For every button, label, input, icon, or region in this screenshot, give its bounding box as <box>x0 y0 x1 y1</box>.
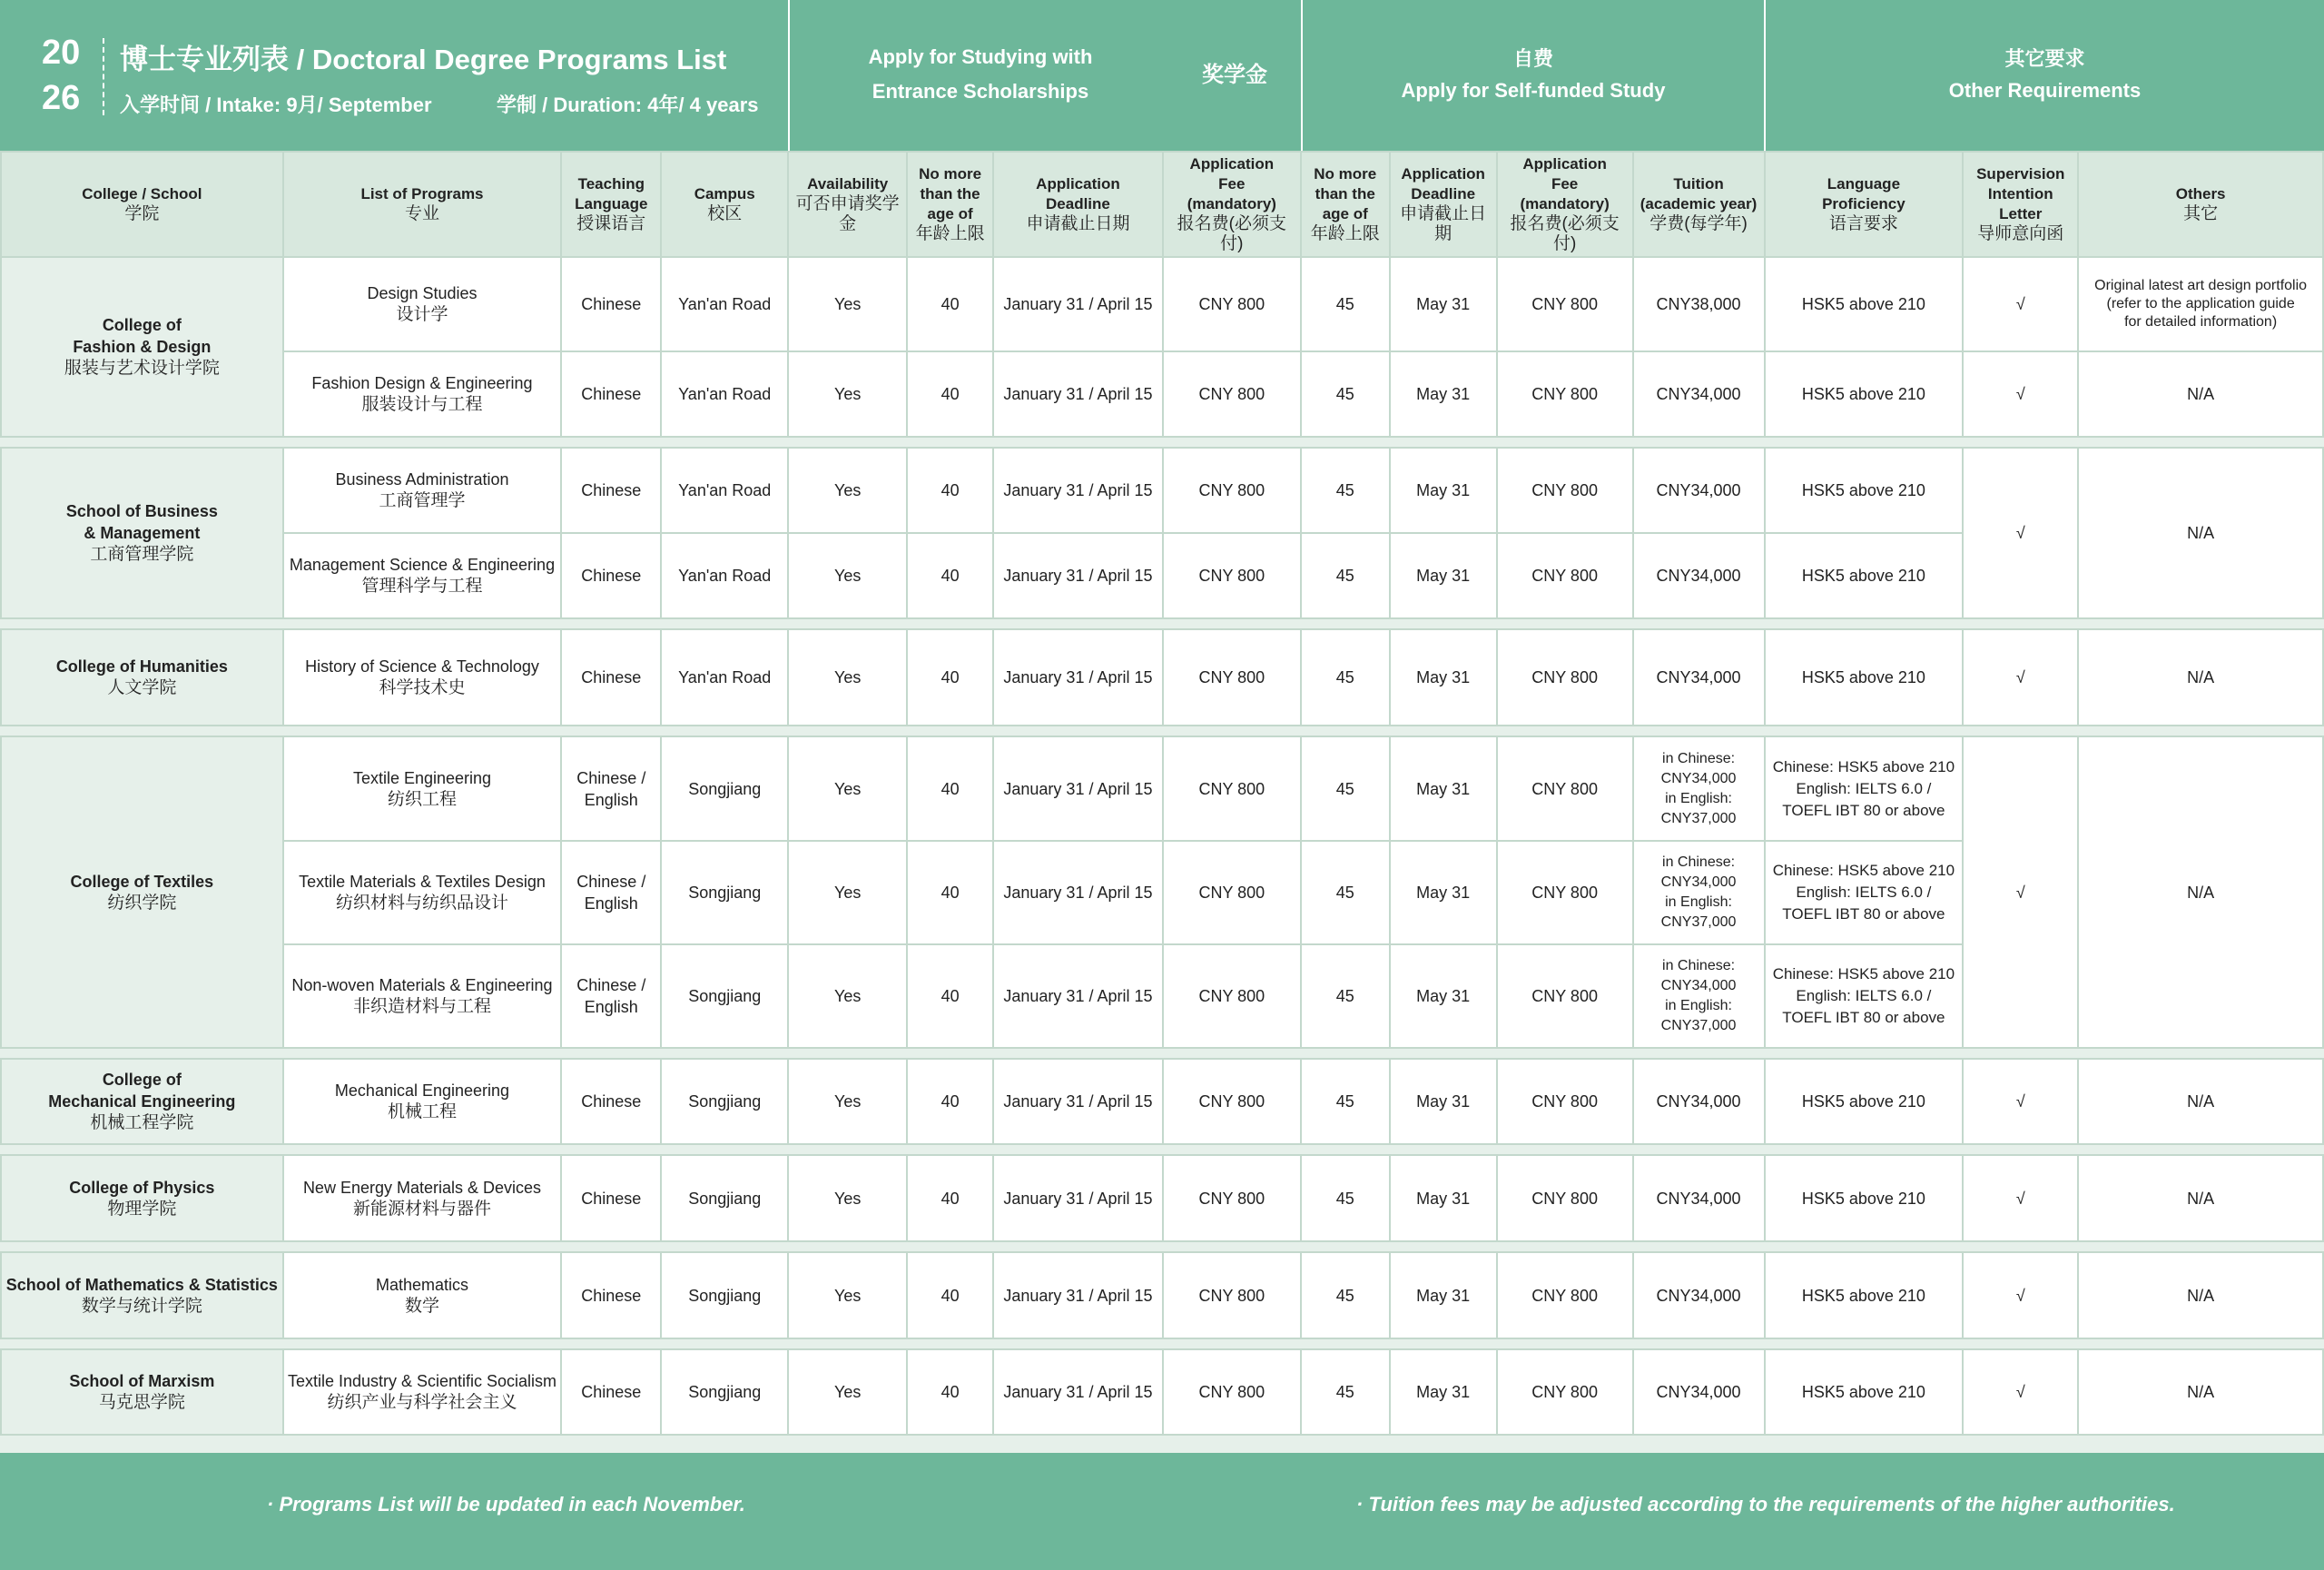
tuition: CNY34,000 <box>1633 1059 1765 1144</box>
supervision-check: √ <box>1963 736 2078 1048</box>
fee-self: CNY 800 <box>1497 736 1633 841</box>
duration-text: 学制 / Duration: 4年/ 4 years <box>497 94 759 116</box>
program-cell: Design Studies 设计学 <box>283 257 562 351</box>
deadline: January 31 / April 15 <box>993 533 1163 618</box>
age-limit-self: 45 <box>1301 257 1390 351</box>
others: N/A <box>2078 1059 2323 1144</box>
deadline: January 31 / April 15 <box>993 629 1163 726</box>
age-limit: 40 <box>907 944 993 1048</box>
availability: Yes <box>788 736 907 841</box>
availability: Yes <box>788 448 907 533</box>
fee-self: CNY 800 <box>1497 1252 1633 1338</box>
program-cell: Mechanical Engineering 机械工程 <box>283 1059 562 1144</box>
age-limit: 40 <box>907 448 993 533</box>
intake-text: 入学时间 / Intake: 9月/ September <box>120 94 432 116</box>
fee-self: CNY 800 <box>1497 841 1633 944</box>
program-cell: Mathematics 数学 <box>283 1252 562 1338</box>
table-row <box>1 1252 2323 1338</box>
deadline-self: May 31 <box>1390 1252 1497 1338</box>
teaching-language: Chinese <box>561 533 661 618</box>
others: N/A <box>2078 1252 2323 1338</box>
age-limit: 40 <box>907 1059 993 1144</box>
col-supervision-letter: Supervision Intention Letter 导师意向函 <box>1963 152 2078 257</box>
section-spacer <box>1 1241 2323 1252</box>
tuition: in Chinese: CNY34,000 in English: CNY37,000 <box>1633 736 1765 841</box>
other-en: Other Requirements <box>1948 79 2142 102</box>
age-limit: 40 <box>907 1349 993 1435</box>
deadline-self: May 31 <box>1390 533 1497 618</box>
deadline-self: May 31 <box>1390 448 1497 533</box>
title-banner <box>0 0 2324 151</box>
tuition: CNY34,000 <box>1633 1349 1765 1435</box>
supervision-check: √ <box>1963 351 2078 437</box>
table-row <box>1 1059 2323 1144</box>
section-spacer <box>1 1338 2323 1349</box>
campus: Songjiang <box>661 1155 788 1241</box>
others: N/A <box>2078 1349 2323 1435</box>
campus: Songjiang <box>661 1059 788 1144</box>
age-limit-self: 45 <box>1301 944 1390 1048</box>
age-limit: 40 <box>907 1155 993 1241</box>
deadline-self: May 31 <box>1390 1155 1497 1241</box>
program-cell: Fashion Design & Engineering 服装设计与工程 <box>283 351 562 437</box>
campus: Songjiang <box>661 736 788 841</box>
divider <box>788 0 790 151</box>
tuition: CNY34,000 <box>1633 1252 1765 1338</box>
other-zh: 其它要求 <box>2004 47 2085 70</box>
deadline: January 31 / April 15 <box>993 736 1163 841</box>
teaching-language: Chinese <box>561 1349 661 1435</box>
fee: CNY 800 <box>1163 1252 1301 1338</box>
table-row <box>1 1349 2323 1435</box>
table-row <box>1 351 2323 437</box>
availability: Yes <box>788 257 907 351</box>
tuition: CNY38,000 <box>1633 257 1765 351</box>
teaching-language: Chinese <box>561 1252 661 1338</box>
section-spacer <box>1 1048 2323 1059</box>
supervision-check: √ <box>1963 1155 2078 1241</box>
age-limit-self: 45 <box>1301 629 1390 726</box>
campus: Yan'an Road <box>661 257 788 351</box>
divider <box>103 38 104 115</box>
deadline: January 31 / April 15 <box>993 944 1163 1048</box>
program-cell: Textile Materials & Textiles Design 纺织材料与纺织品设计 <box>283 841 562 944</box>
deadline-self: May 31 <box>1390 1059 1497 1144</box>
selffunded-en: Apply for Self-funded Study <box>1401 79 1666 102</box>
fee-self: CNY 800 <box>1497 944 1633 1048</box>
age-limit: 40 <box>907 736 993 841</box>
page-title: 博士专业列表 / Doctoral Degree Programs List <box>120 44 727 75</box>
deadline: January 31 / April 15 <box>993 1155 1163 1241</box>
col-program: List of Programs 专业 <box>283 152 562 257</box>
fee: CNY 800 <box>1163 448 1301 533</box>
college-cell: College of Humanities 人文学院 <box>1 629 283 726</box>
campus: Songjiang <box>661 1252 788 1338</box>
year-top: 20 <box>42 34 81 72</box>
program-cell: Textile Industry & Scientific Socialism 纺织产业与科学社会主义 <box>283 1349 562 1435</box>
tuition: in Chinese: CNY34,000 in English: CNY37,000 <box>1633 944 1765 1048</box>
college-cell: College of Fashion & Design 服装与艺术设计学院 <box>1 257 283 437</box>
col-fee-self: Application Fee (mandatory) 报名费(必须支付) <box>1497 152 1633 257</box>
age-limit-self: 45 <box>1301 351 1390 437</box>
table-row <box>1 629 2323 726</box>
teaching-language: Chinese <box>561 448 661 533</box>
campus: Songjiang <box>661 841 788 944</box>
age-limit-self: 45 <box>1301 1155 1390 1241</box>
fee-self: CNY 800 <box>1497 448 1633 533</box>
language-requirement: HSK5 above 210 <box>1765 1059 1964 1144</box>
tuition: CNY34,000 <box>1633 629 1765 726</box>
col-others: Others 其它 <box>2078 152 2323 257</box>
tuition: CNY34,000 <box>1633 351 1765 437</box>
language-requirement: Chinese: HSK5 above 210 English: IELTS 6.0 / TOEFL IBT 80 or above <box>1765 841 1964 944</box>
tuition: in Chinese: CNY34,000 in English: CNY37,000 <box>1633 841 1765 944</box>
language-requirement: HSK5 above 210 <box>1765 1252 1964 1338</box>
age-limit-self: 45 <box>1301 736 1390 841</box>
language-requirement: HSK5 above 210 <box>1765 1155 1964 1241</box>
deadline-self: May 31 <box>1390 351 1497 437</box>
program-cell: New Energy Materials & Devices 新能源材料与器件 <box>283 1155 562 1241</box>
language-requirement: Chinese: HSK5 above 210 English: IELTS 6.0 / TOEFL IBT 80 or above <box>1765 736 1964 841</box>
fee: CNY 800 <box>1163 257 1301 351</box>
table-row <box>1 736 2323 841</box>
deadline-self: May 31 <box>1390 257 1497 351</box>
program-cell: History of Science & Technology 科学技术史 <box>283 629 562 726</box>
col-college: College / School 学院 <box>1 152 283 257</box>
year-bottom: 26 <box>42 79 81 117</box>
age-limit: 40 <box>907 841 993 944</box>
college-cell: College of Mechanical Engineering 机械工程学院 <box>1 1059 283 1144</box>
col-fee: Application Fee (mandatory) 报名费(必须支付) <box>1163 152 1301 257</box>
section-spacer <box>1 618 2323 629</box>
deadline: January 31 / April 15 <box>993 1252 1163 1338</box>
scholarship-header: Apply for Studying with Entrance Scholarships <box>868 45 1093 103</box>
col-tuition: Tuition (academic year) 学费(每学年) <box>1633 152 1765 257</box>
age-limit-self: 45 <box>1301 448 1390 533</box>
deadline: January 31 / April 15 <box>993 841 1163 944</box>
campus: Yan'an Road <box>661 533 788 618</box>
campus: Songjiang <box>661 944 788 1048</box>
fee: CNY 800 <box>1163 533 1301 618</box>
column-header-row <box>1 152 2323 257</box>
supervision-check: √ <box>1963 257 2078 351</box>
supervision-check: √ <box>1963 1059 2078 1144</box>
teaching-language: Chinese / English <box>561 841 661 944</box>
program-cell: Textile Engineering 纺织工程 <box>283 736 562 841</box>
fee: CNY 800 <box>1163 351 1301 437</box>
section-spacer <box>1 437 2323 448</box>
language-requirement: HSK5 above 210 <box>1765 629 1964 726</box>
college-cell: School of Marxism 马克思学院 <box>1 1349 283 1435</box>
table-row <box>1 257 2323 351</box>
program-cell: Business Administration 工商管理学 <box>283 448 562 533</box>
others: N/A <box>2078 736 2323 1048</box>
deadline-self: May 31 <box>1390 841 1497 944</box>
language-requirement: Chinese: HSK5 above 210 English: IELTS 6.0 / TOEFL IBT 80 or above <box>1765 944 1964 1048</box>
fee-self: CNY 800 <box>1497 1155 1633 1241</box>
program-cell: Non-woven Materials & Engineering 非织造材料与工程 <box>283 944 562 1048</box>
tuition: CNY34,000 <box>1633 1155 1765 1241</box>
availability: Yes <box>788 351 907 437</box>
tuition: CNY34,000 <box>1633 448 1765 533</box>
deadline: January 31 / April 15 <box>993 257 1163 351</box>
fee-self: CNY 800 <box>1497 629 1633 726</box>
age-limit-self: 45 <box>1301 1252 1390 1338</box>
programs-table <box>0 151 2324 1436</box>
language-requirement: HSK5 above 210 <box>1765 448 1964 533</box>
deadline: January 31 / April 15 <box>993 448 1163 533</box>
age-limit: 40 <box>907 257 993 351</box>
others: Original latest art design portfolio (refer to the application guide for detailed information) <box>2078 257 2323 351</box>
college-cell: School of Mathematics & Statistics 数学与统计学院 <box>1 1252 283 1338</box>
selffunded-zh: 自费 <box>1512 47 1553 70</box>
deadline-self: May 31 <box>1390 629 1497 726</box>
age-limit: 40 <box>907 533 993 618</box>
table-row <box>1 448 2323 533</box>
others: N/A <box>2078 351 2323 437</box>
age-limit-self: 45 <box>1301 1059 1390 1144</box>
availability: Yes <box>788 1349 907 1435</box>
others: N/A <box>2078 1155 2323 1241</box>
scholarship-zh: 奖学金 <box>1202 63 1267 87</box>
language-requirement: HSK5 above 210 <box>1765 1349 1964 1435</box>
section-spacer <box>1 1144 2323 1155</box>
deadline: January 31 / April 15 <box>993 1349 1163 1435</box>
col-teaching-language: Teaching Language 授课语言 <box>561 152 661 257</box>
deadline-self: May 31 <box>1390 944 1497 1048</box>
fee-self: CNY 800 <box>1497 533 1633 618</box>
language-requirement: HSK5 above 210 <box>1765 533 1964 618</box>
col-language-proficiency: Language Proficiency 语言要求 <box>1765 152 1964 257</box>
language-requirement: HSK5 above 210 <box>1765 257 1964 351</box>
table-row <box>1 1155 2323 1241</box>
availability: Yes <box>788 1252 907 1338</box>
availability: Yes <box>788 1155 907 1241</box>
fee: CNY 800 <box>1163 841 1301 944</box>
teaching-language: Chinese / English <box>561 944 661 1048</box>
age-limit: 40 <box>907 629 993 726</box>
teaching-language: Chinese <box>561 257 661 351</box>
fee-self: CNY 800 <box>1497 1059 1633 1144</box>
teaching-language: Chinese <box>561 1059 661 1144</box>
col-campus: Campus 校区 <box>661 152 788 257</box>
fee: CNY 800 <box>1163 944 1301 1048</box>
fee: CNY 800 <box>1163 1349 1301 1435</box>
fee: CNY 800 <box>1163 736 1301 841</box>
fee: CNY 800 <box>1163 629 1301 726</box>
section-spacer <box>1 726 2323 736</box>
deadline: January 31 / April 15 <box>993 351 1163 437</box>
col-age-limit-self: No more than the age of 年龄上限 <box>1301 152 1390 257</box>
supervision-check: √ <box>1963 448 2078 618</box>
footer-note-left: · Programs List will be updated in each November. <box>267 1493 745 1516</box>
campus: Yan'an Road <box>661 448 788 533</box>
age-limit-self: 45 <box>1301 533 1390 618</box>
campus: Yan'an Road <box>661 351 788 437</box>
availability: Yes <box>788 841 907 944</box>
age-limit-self: 45 <box>1301 1349 1390 1435</box>
campus: Yan'an Road <box>661 629 788 726</box>
footer-band <box>0 1453 2324 1570</box>
age-limit: 40 <box>907 351 993 437</box>
others: N/A <box>2078 629 2323 726</box>
col-age-limit: No more than the age of 年龄上限 <box>907 152 993 257</box>
col-deadline-self: Application Deadline 申请截止日期 <box>1390 152 1497 257</box>
fee-self: CNY 800 <box>1497 351 1633 437</box>
teaching-language: Chinese <box>561 351 661 437</box>
supervision-check: √ <box>1963 629 2078 726</box>
others: N/A <box>2078 448 2323 618</box>
college-cell: College of Textiles 纺织学院 <box>1 736 283 1048</box>
availability: Yes <box>788 944 907 1048</box>
availability: Yes <box>788 1059 907 1144</box>
footer-note-right: · Tuition fees may be adjusted according to the requirements of the higher authorities. <box>1356 1493 2175 1516</box>
fee: CNY 800 <box>1163 1155 1301 1241</box>
availability: Yes <box>788 629 907 726</box>
col-deadline: Application Deadline 申请截止日期 <box>993 152 1163 257</box>
deadline-self: May 31 <box>1390 1349 1497 1435</box>
campus: Songjiang <box>661 1349 788 1435</box>
supervision-check: √ <box>1963 1349 2078 1435</box>
tuition: CNY34,000 <box>1633 533 1765 618</box>
fee-self: CNY 800 <box>1497 257 1633 351</box>
fee: CNY 800 <box>1163 1059 1301 1144</box>
availability: Yes <box>788 533 907 618</box>
college-cell: School of Business & Management 工商管理学院 <box>1 448 283 618</box>
language-requirement: HSK5 above 210 <box>1765 351 1964 437</box>
deadline-self: May 31 <box>1390 736 1497 841</box>
fee-self: CNY 800 <box>1497 1349 1633 1435</box>
teaching-language: Chinese <box>561 629 661 726</box>
deadline: January 31 / April 15 <box>993 1059 1163 1144</box>
age-limit: 40 <box>907 1252 993 1338</box>
program-cell: Management Science & Engineering 管理科学与工程 <box>283 533 562 618</box>
age-limit-self: 45 <box>1301 841 1390 944</box>
college-cell: College of Physics 物理学院 <box>1 1155 283 1241</box>
teaching-language: Chinese / English <box>561 736 661 841</box>
teaching-language: Chinese <box>561 1155 661 1241</box>
col-availability: Availability 可否申请奖学金 <box>788 152 907 257</box>
supervision-check: √ <box>1963 1252 2078 1338</box>
